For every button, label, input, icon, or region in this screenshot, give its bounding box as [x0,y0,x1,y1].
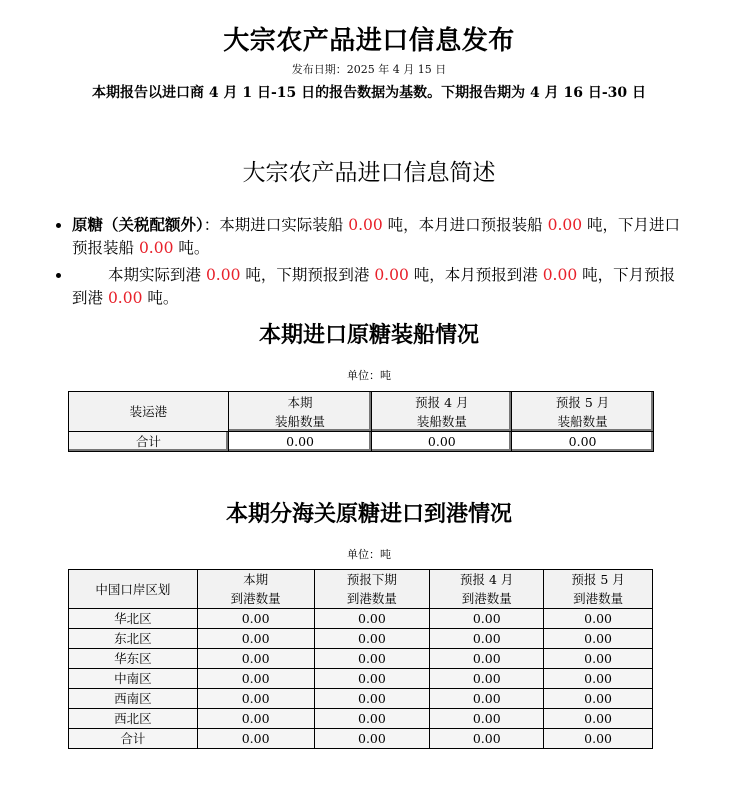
summary-text: 吨，下期预报到港 [240,266,375,284]
summary-value: 0.00 [542,266,578,284]
table-cell: 0.00 [430,729,544,749]
table-cell: 0.00 [544,689,653,709]
table-cell: 0.00 [544,669,653,689]
table-row [69,629,653,649]
table-cell: 0.00 [430,649,544,669]
header-line: 预报 5 月 [571,572,625,587]
table-cell: 0.00 [544,609,653,629]
header-cell [314,570,430,609]
header-line: 预报下期 [346,572,397,587]
table-cell: 0.00 [430,689,544,709]
header-cell [372,392,512,432]
arrival-section [0,497,738,562]
region-cell: 华北区 [69,609,198,629]
header-line: 预报 4 月 [460,572,514,587]
shipping-heading: 本期进口原糖装船情况 [258,322,479,348]
table-cell: 0.00 [430,669,544,689]
report-basis-note: 本期报告以进口商 4 月 1 日-15 日的报告数据为基数。下期报告期为 4 月 16 日-30 日 [91,85,647,101]
table-header-row [69,570,653,609]
header-cell [430,570,544,609]
table-cell: 0.00 [197,609,314,629]
arrival-unit: 单位：吨 [347,548,391,561]
release-date: 发布日期：2025 年 4 月 15 日 [291,63,447,76]
page-title: 大宗农产品进口信息发布 [223,26,515,56]
region-cell: 合计 [69,729,198,749]
region-cell: 西南区 [69,689,198,709]
header-line: 到港数量 [573,591,624,606]
report-header [0,0,738,102]
header-line: 预报 5 月 [555,394,610,410]
header-cell [544,570,653,609]
table-cell: 0.00 [544,709,653,729]
table-cell: 0.00 [314,689,430,709]
summary-value: 0.00 [547,216,583,234]
header-line: 装船数量 [416,413,467,429]
summary-value: 0.00 [374,266,409,284]
table-cell: 0.00 [197,729,314,749]
summary-text: 吨。 [173,239,210,257]
shipping-section [0,318,738,383]
shipping-table [68,391,654,452]
table-total-row [69,729,653,749]
table-cell: 0.00 [544,729,653,749]
header-line: 本期 [243,572,269,587]
header-cell [228,392,372,432]
summary-text: 吨，本月预报到港 [408,266,543,284]
table-cell: 0.00 [544,649,653,669]
table-cell: 0.00 [372,432,512,452]
summary-text: 吨，下月预报到港 [72,266,676,307]
summary-text: 吨，本月进口预报装船 [382,216,548,234]
header-line: 装船数量 [275,413,326,429]
header-cell [197,570,314,609]
summary-text: 吨，下月进口预报装船 [72,216,681,257]
table-total-row [69,432,654,452]
table-cell: 0.00 [228,432,372,452]
table-cell: 0.00 [314,609,430,629]
header-line: 本期 [287,394,313,410]
summary-value: 0.00 [348,216,383,234]
table-cell: 0.00 [314,709,430,729]
table-cell: 0.00 [314,729,430,749]
table-cell: 0.00 [314,629,430,649]
header-line: 到港数量 [346,591,397,606]
table-cell: 0.00 [512,432,654,452]
summary-value: 0.00 [205,266,241,284]
header-line: 到港数量 [230,591,281,606]
summary-list [0,213,738,310]
arrival-heading: 本期分海关原糖进口到港情况 [225,501,512,527]
table-cell: 0.00 [430,629,544,649]
summary-item-shipping [72,213,690,260]
table-cell: 0.00 [314,669,430,689]
table-cell: 0.00 [197,669,314,689]
summary-text: 吨。 [142,289,179,307]
summary-value: 0.00 [138,239,174,257]
table-row [69,689,653,709]
summary-value: 0.00 [107,289,143,307]
table-cell: 0.00 [197,709,314,729]
header-line: 预报 4 月 [415,394,469,410]
table-cell: 0.00 [544,629,653,649]
header-cell [512,392,654,432]
region-cell: 华东区 [69,649,198,669]
header-line: 到港数量 [461,591,512,606]
header-cell: 中国口岸区划 [69,570,198,609]
table-row [69,649,653,669]
summary-item-label: 原糖（关税配额外） [72,215,204,234]
region-cell: 西北区 [69,709,198,729]
table-header-row [69,392,654,432]
table-cell: 0.00 [197,629,314,649]
header-line: 装船数量 [557,413,608,429]
header-cell: 装运港 [69,392,229,432]
arrival-table [68,569,653,749]
summary-heading: 大宗农产品进口信息简述 [242,160,496,186]
table-cell: 0.00 [430,609,544,629]
shipping-unit: 单位：吨 [347,369,391,382]
summary-text: 本期实际到港 [108,266,206,284]
table-row [69,609,653,629]
region-cell: 东北区 [69,629,198,649]
table-cell: 0.00 [314,649,430,669]
table-cell: 0.00 [197,689,314,709]
table-row [69,709,653,729]
summary-item-arrival [72,264,690,310]
table-cell: 0.00 [430,709,544,729]
table-row [69,669,653,689]
table-cell: 合计 [69,432,229,452]
region-cell: 中南区 [69,669,198,689]
table-cell: 0.00 [197,649,314,669]
summary-text: ：本期进口实际装船 [203,216,349,234]
